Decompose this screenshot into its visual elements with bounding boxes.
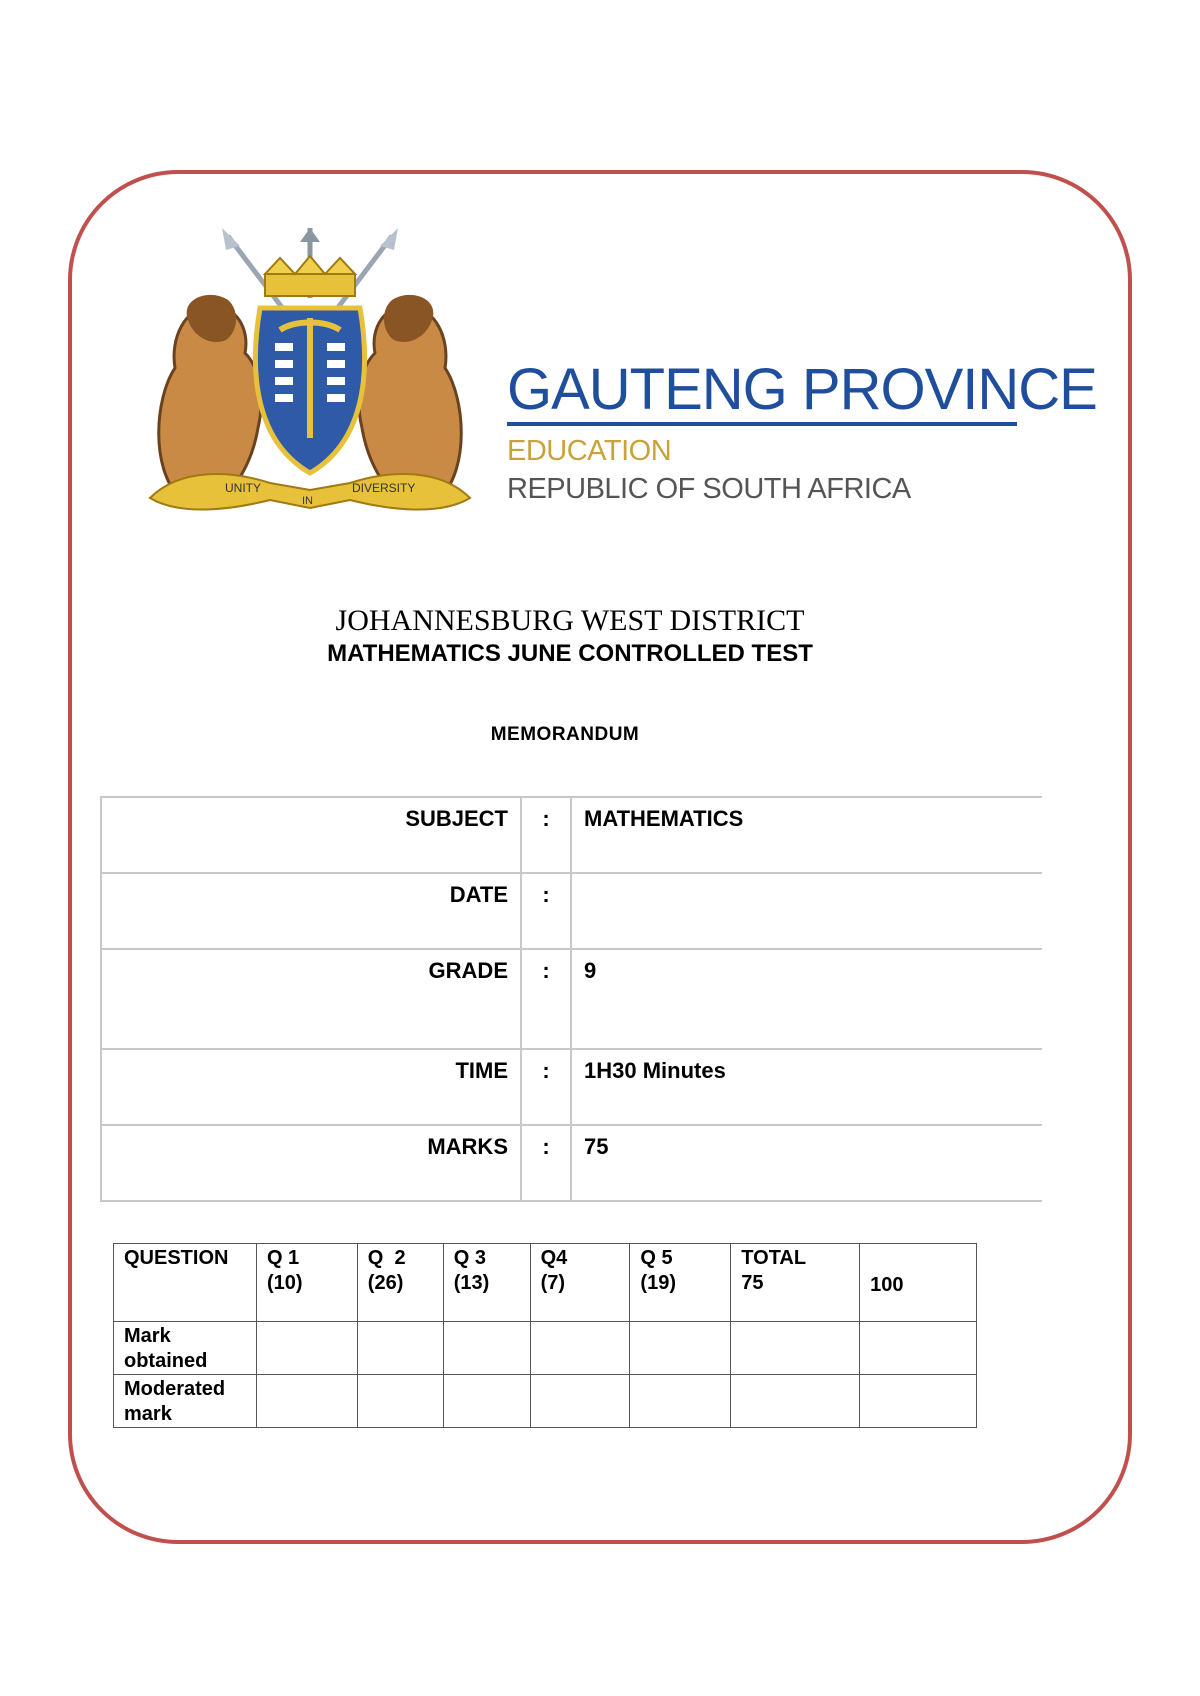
mark-cell[interactable]: [256, 1375, 357, 1428]
mark-cell[interactable]: [357, 1322, 443, 1375]
info-separator: :: [521, 949, 571, 1049]
header-cell-q3: Q 3 (13): [443, 1244, 530, 1322]
mark-cell[interactable]: [731, 1375, 860, 1428]
info-label: TIME: [101, 1049, 521, 1125]
info-label: DATE: [101, 873, 521, 949]
info-separator: :: [521, 873, 571, 949]
test-title: MATHEMATICS JUNE CONTROLLED TEST: [327, 640, 813, 667]
header-cell-question: QUESTION: [114, 1244, 257, 1322]
mark-cell[interactable]: [860, 1375, 977, 1428]
info-label: SUBJECT: [101, 797, 521, 873]
marks-row-moderated: [114, 1375, 977, 1428]
exam-info-table: [100, 796, 1042, 1202]
marks-row-obtained: [114, 1322, 977, 1375]
mark-cell[interactable]: [530, 1375, 630, 1428]
info-value: 1H30 Minutes: [571, 1049, 1042, 1125]
district-heading: JOHANNESBURG WEST DISTRICT: [335, 604, 805, 637]
mark-cell[interactable]: [443, 1375, 530, 1428]
info-row-subject: [101, 797, 1042, 873]
document-type: MEMORANDUM: [490, 724, 640, 745]
svg-text:IN: IN: [302, 495, 313, 507]
header-cell-q1: Q 1 (10): [256, 1244, 357, 1322]
svg-text:DIVERSITY: DIVERSITY: [352, 481, 416, 495]
mark-cell[interactable]: [630, 1322, 731, 1375]
info-value: 75: [571, 1125, 1042, 1201]
marks-header-row: [114, 1244, 977, 1322]
info-row-grade: [101, 949, 1042, 1049]
info-row-date: [101, 873, 1042, 949]
coat-of-arms-icon: [140, 228, 480, 528]
info-separator: :: [521, 1125, 571, 1201]
mark-cell[interactable]: [860, 1322, 977, 1375]
marks-table: [113, 1243, 977, 1428]
header-cell-q5: Q 5 (19): [630, 1244, 731, 1322]
info-separator: :: [521, 797, 571, 873]
header-cell-percent: 100: [860, 1244, 977, 1322]
gauteng-logo-text: [507, 357, 1097, 506]
mark-cell[interactable]: [731, 1322, 860, 1375]
row-label: Moderated mark: [114, 1375, 257, 1428]
brand-subtitle-education: EDUCATION: [507, 435, 672, 467]
info-row-marks: [101, 1125, 1042, 1201]
info-separator: :: [521, 1049, 571, 1125]
row-label: Mark obtained: [114, 1322, 257, 1375]
header-cell-total: TOTAL 75: [731, 1244, 860, 1322]
info-value: MATHEMATICS: [571, 797, 1042, 873]
info-row-time: [101, 1049, 1042, 1125]
mark-cell[interactable]: [630, 1375, 731, 1428]
info-value: [571, 873, 1042, 949]
info-value: 9: [571, 949, 1042, 1049]
brand-title: GAUTENG PROVINCE: [507, 357, 1097, 422]
info-label: GRADE: [101, 949, 521, 1049]
header-cell-q2: Q 2 (26): [357, 1244, 443, 1322]
mark-cell[interactable]: [357, 1375, 443, 1428]
info-label: MARKS: [101, 1125, 521, 1201]
header-cell-q4: Q4 (7): [530, 1244, 630, 1322]
mark-cell[interactable]: [256, 1322, 357, 1375]
svg-text:UNITY: UNITY: [225, 481, 261, 495]
brand-subtitle-country: REPUBLIC OF SOUTH AFRICA: [507, 473, 911, 505]
brand-divider: [507, 422, 1017, 426]
mark-cell[interactable]: [530, 1322, 630, 1375]
mark-cell[interactable]: [443, 1322, 530, 1375]
